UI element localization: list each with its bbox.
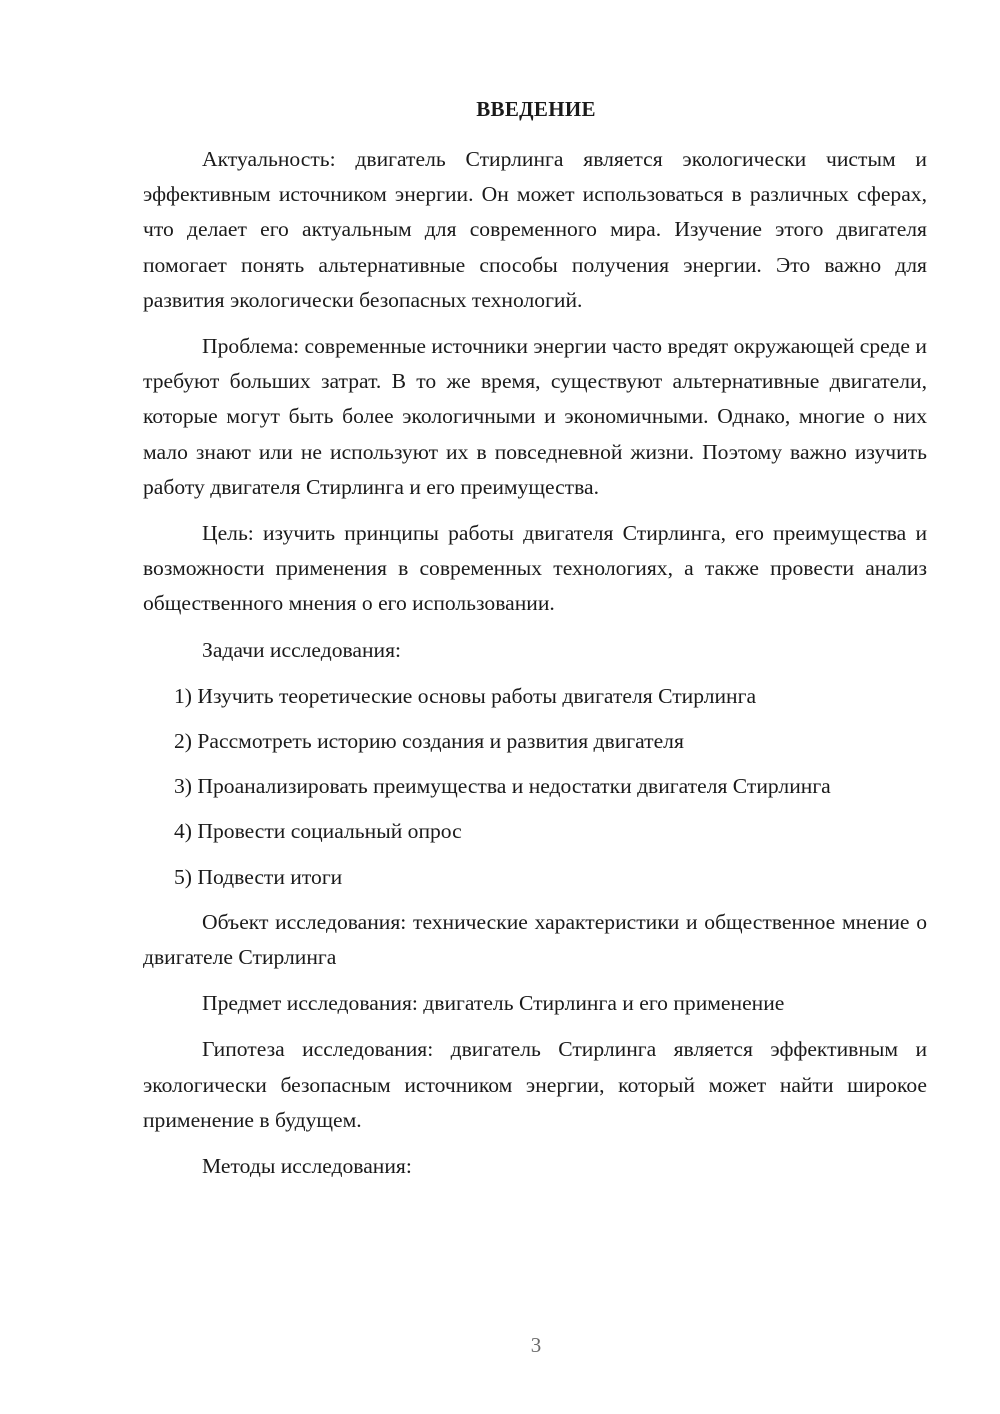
task-item-5: 5) Подвести итоги (174, 864, 343, 889)
task-item-1: 1) Изучить теоретические основы работы двигателя Стирлинга (174, 683, 757, 708)
methods-paragraph: Методы исследования: (202, 1154, 412, 1179)
problem-paragraph: Проблема: современные источники энергии часто вредят окружающей среде и требуют больших затрат. В то же время, существуют альтернативные двигатели, которые могут быть более экологичными и экономичными. Однако, многие о них мало знают или не используют их в повседневной жизни. Поэтому важно изучить работу двигателя Стирлинга и его преимущества. (143, 334, 927, 499)
body-text (143, 142, 927, 1195)
relevance-paragraph: Актуальность: двигатель Стирлинга является экологически чистым и эффективным источником энергии. Он может использоваться в различных сферах, что делает его актуальным для современного мира. Изучение этого двигателя помогает понять альтернативные способы получения энергии. Это важно для развития экологически безопасных технологий. (143, 147, 927, 312)
object-paragraph: Объект исследования: технические характеристики и общественное мнение о двигателе Стирлинга (143, 909, 927, 970)
task-item-4: 4) Провести социальный опрос (174, 819, 462, 844)
task-item-3: 3) Проанализировать преимущества и недостатки двигателя Стирлинга (174, 774, 831, 799)
goal-paragraph: Цель: изучить принципы работы двигателя Стирлинга, его преимущества и возможности применения в современных технологиях, а также провести анализ общественного мнения о его использовании. (143, 521, 927, 616)
page-number: 3 (530, 1333, 542, 1357)
subject-paragraph: Предмет исследования: двигатель Стирлинга и его применение (202, 991, 785, 1016)
hypothesis-paragraph: Гипотеза исследования: двигатель Стирлинга является эффективным и экологически безопасным источником энергии, который может найти широкое применение в будущем. (143, 1037, 927, 1132)
tasks-heading: Задачи исследования: (202, 637, 402, 662)
task-item-2: 2) Рассмотреть историю создания и развития двигателя (174, 729, 684, 754)
section-heading: ВВЕДЕНИЕ (476, 97, 596, 121)
